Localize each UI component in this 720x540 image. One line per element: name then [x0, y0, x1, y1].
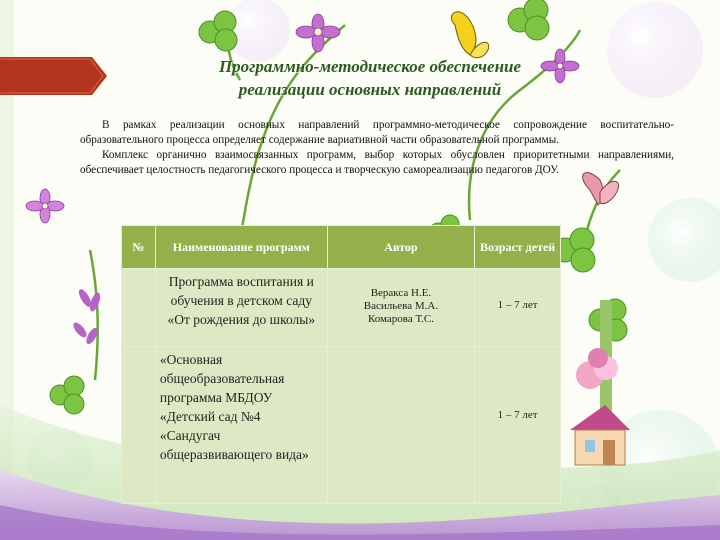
children-age: 1 – 7 лет — [475, 347, 561, 504]
page-title-line2: реализации основных направлений — [238, 80, 502, 99]
flower-icon — [26, 189, 64, 223]
table-row — [122, 347, 561, 504]
flower-icon — [296, 14, 340, 52]
author-name: Веракса Н.Е. — [370, 287, 432, 299]
program-name: «Основная общеобразовательная программа МБДОУ «Детский сад №4 «Сандугач общеразвивающего вида» — [155, 347, 327, 504]
butterfly-icon — [451, 12, 488, 58]
header-program-name: Наименование программ — [155, 226, 327, 269]
intro-text — [80, 118, 674, 178]
program-name: Программа воспитания и обучения в детском саду «От рождения до школы» — [155, 269, 327, 347]
header-number: № — [122, 226, 156, 269]
intro-paragraph-2: Комплекс органично взаимосвязанных программ, выбор которых обусловлен приоритетными направлениями, обеспечивает целостность педагогического процесса и творческую самореализацию педагогов ДОУ. — [80, 149, 674, 176]
author-name: Васильева М.А. — [363, 300, 439, 312]
intro-paragraph-1: В рамках реализации основных направлений программно-методическое сопровождение воспитательно-образовательного процесса определяет содержание вариативной части образовательной программы. — [80, 119, 674, 146]
bubble-icon — [607, 2, 703, 98]
programs-table — [121, 225, 561, 504]
header-author: Автор — [327, 226, 474, 269]
header-age: Возраст детей — [475, 226, 561, 269]
title-ribbon — [0, 57, 107, 95]
children-age: 1 – 7 лет — [475, 269, 561, 347]
program-authors — [327, 269, 474, 347]
page-title — [150, 55, 590, 101]
row-number — [122, 269, 156, 347]
table-header-row — [122, 226, 561, 269]
row-number — [122, 347, 156, 504]
program-authors — [327, 347, 474, 504]
author-name: Комарова Т.С. — [367, 313, 434, 325]
bubble-icon — [226, 0, 290, 62]
table-row — [122, 269, 561, 347]
bubble-icon — [648, 198, 720, 282]
page-title-line1: Программно-методическое обеспечение — [218, 57, 522, 76]
